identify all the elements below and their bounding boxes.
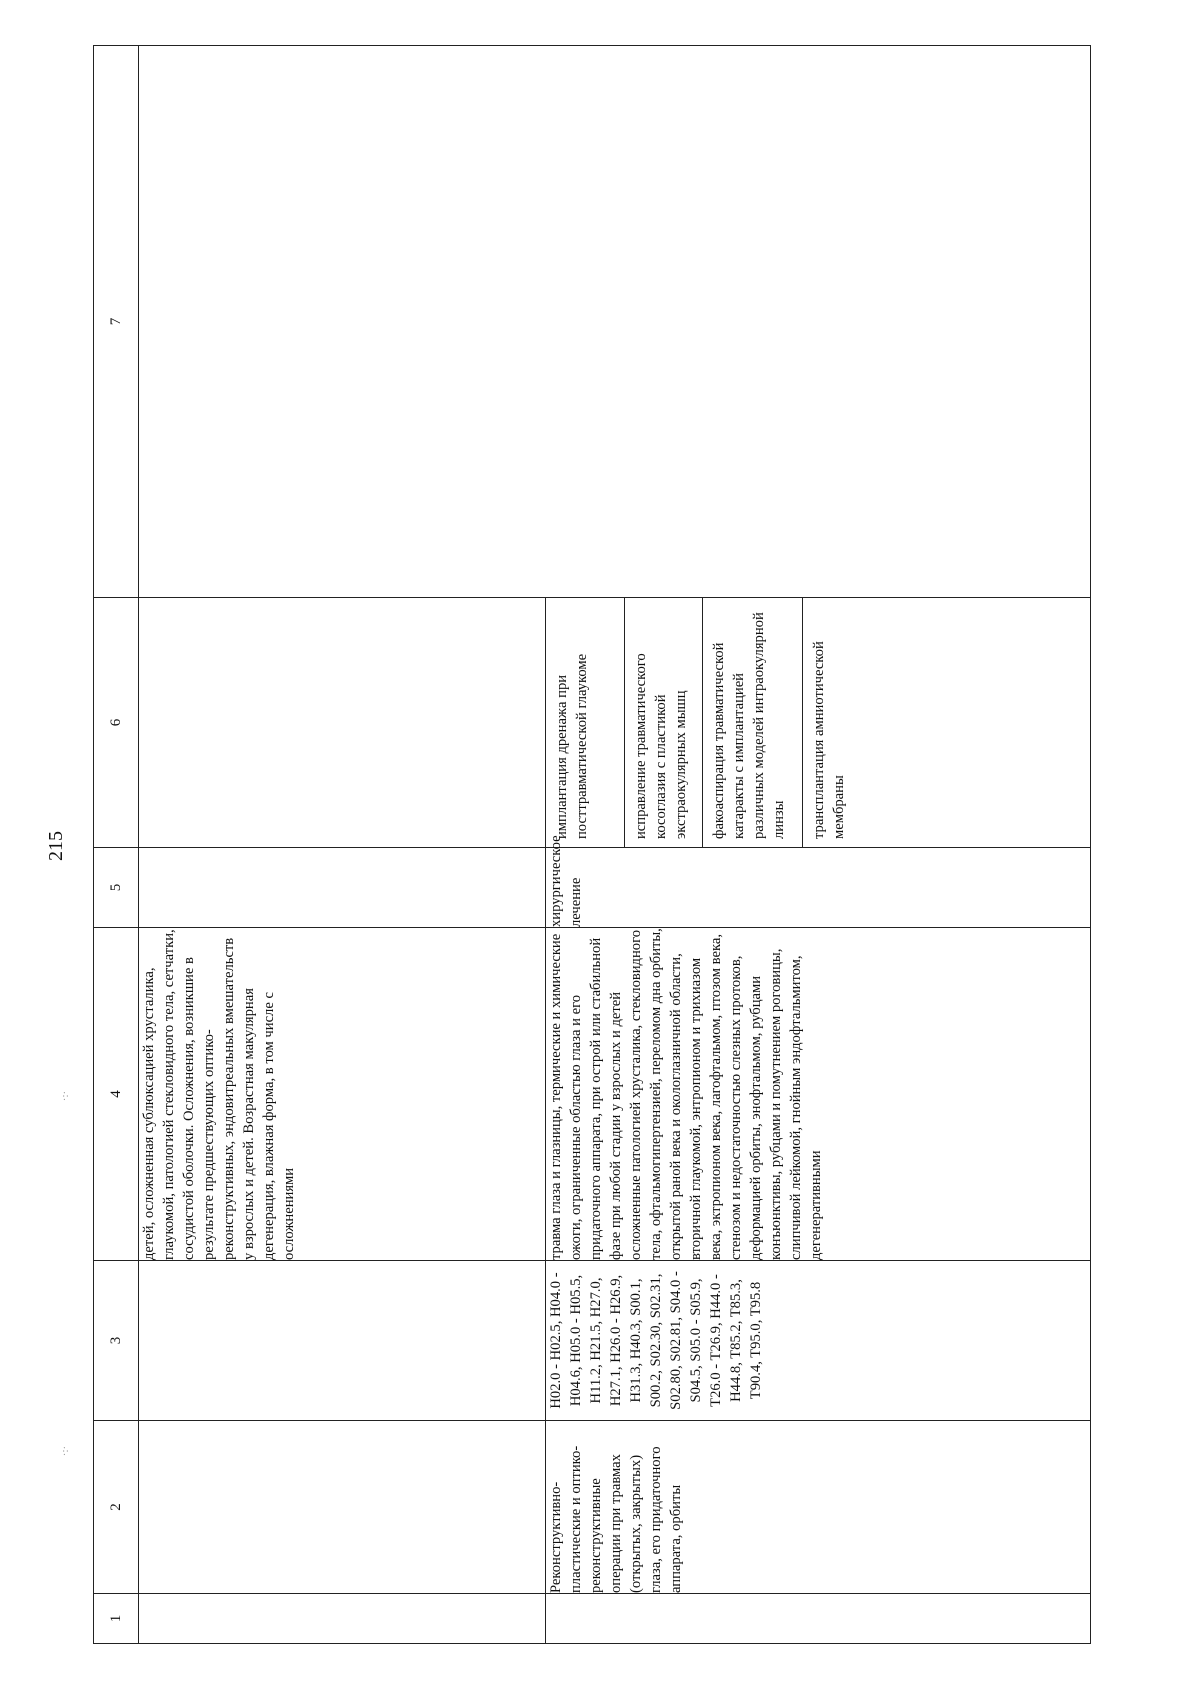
treatment-method: трансплантация амниотической мембраны <box>802 598 855 847</box>
treatment-method-row <box>802 598 855 847</box>
rotated-table-wrapper <box>93 46 1091 1644</box>
treatment-type: хирургическое лечение <box>546 848 1091 928</box>
medical-procedures-table <box>93 45 1091 1644</box>
treatment-method: факоаспирация травматической катаракты с имплантацией различных моделей интраокулярной линзы <box>702 598 802 847</box>
continued-cell-col1 <box>139 1594 546 1644</box>
continued-cell-col2 <box>139 1421 546 1594</box>
column-7-cell <box>139 46 1091 598</box>
icd-codes: H02.0 - H02.5, H04.0 - H04.6, H05.0 - H05.5, H11.2, H21.5, H27.0, H27.1, H26.0 - H26.9, H31.3, H40.3, S00.1, S00.2, S02.30, S02.31, S02.80, S02.81, S04.0 - S04.5, S05.0 - S05.9, T26.0 - T26.9, H44.0 - H44.8, T85.2, T85.3, T90.4, T95.0, T95.8 <box>546 1261 1091 1421</box>
treatment-methods-cell <box>546 598 1091 848</box>
continued-row <box>139 46 546 1644</box>
continued-diagnosis-text: детей, осложненная сублюксацией хрусталика, глаукомой, патологией стекловидного тела, сетчатки, сосудистой оболочки. Осложнения, возникшие в результате предшествующих оптико-реконструктивных, эндовитреальных вмешательств у взрослых и детей. Возрастная макулярная дегенерация, влажная форма, в том числе с осложнениями <box>139 928 546 1261</box>
treatment-method: имплантация дренажа при посттравматической глаукоме <box>554 653 590 839</box>
scan-speck: ·:· <box>59 1090 72 1102</box>
treatment-method: исправление травматического косоглазия с пластикой экстраокулярных мышц <box>624 598 702 847</box>
treatment-method-row <box>546 598 624 847</box>
header-cell-1: 1 <box>94 1594 139 1644</box>
continued-cell-col6 <box>139 598 546 848</box>
header-cell-2: 2 <box>94 1421 139 1594</box>
header-cell-5: 5 <box>94 848 139 928</box>
header-row <box>94 46 139 1644</box>
row-number-cell <box>546 1594 1091 1644</box>
header-cell-3: 3 <box>94 1261 139 1421</box>
procedure-group-name: Реконструктивно-пластические и оптико-реконструктивные операции при травмах (открытых, закрытых) глаза, его придаточного аппарата, орбиты <box>546 1421 1091 1594</box>
header-cell-7: 7 <box>94 46 139 598</box>
treatment-method-row <box>702 598 802 847</box>
diagnosis-description: травма глаза и глазницы, термические и химические ожоги, ограниченные областью глаза и его придаточного аппарата, при острой или стабильной фазе при любой стадии у взрослых и детей осложненные патологией хрусталика, стекловидного тела, офтальмогипертензией, переломом дна орбиты, открытой раной века и окологлазничной области, вторичной глаукомой, энтропионом и трихиазом века, эктропионом века, лагофтальмом, птозом века, стенозом и недостаточностью слезных протоков, деформацией орбиты, энофтальмом, рубцами конъюнктивы, рубцами и помутнением роговицы, слипчивой лейкомой, гнойным эндофтальмитом, дегенеративными <box>546 928 1091 1261</box>
treatment-method-row <box>624 598 702 847</box>
header-cell-4: 4 <box>94 928 139 1261</box>
continued-cell-col5 <box>139 848 546 928</box>
header-cell-6: 6 <box>94 598 139 848</box>
treatment-methods-list <box>546 598 855 847</box>
scan-speck: ·:· <box>59 1445 72 1457</box>
page-number: 215 <box>45 831 67 861</box>
continued-cell-col3 <box>139 1261 546 1421</box>
